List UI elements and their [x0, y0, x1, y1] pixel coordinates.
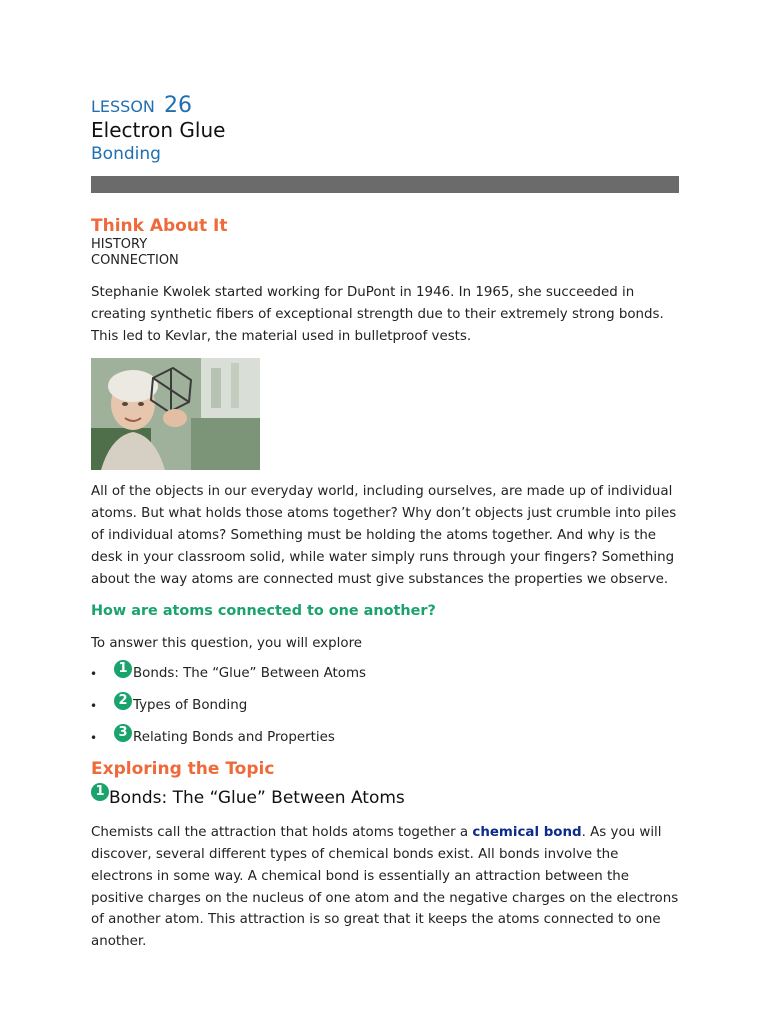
- kwolek-photo: [91, 358, 260, 470]
- think-about-it-heading: Think About It: [91, 216, 228, 236]
- number-1-badge-icon: 1: [91, 783, 109, 801]
- lesson-subtitle: Bonding: [91, 144, 161, 164]
- exploring-topic-heading: Exploring the Topic: [91, 759, 275, 780]
- number-2-badge-icon: 2: [114, 692, 132, 710]
- topic-label: Bonds: The “Glue” Between Atoms: [133, 666, 366, 682]
- topic-item-2: [91, 691, 679, 723]
- paragraph-text-end: . As you will discover, several different types of chemical bonds exist. All bonds involve the electrons in some way. A chemical bond is essentially an attraction between the positive charges on the nucleus of one atom and the negative charges on the electrons of another atom. This attraction is so great that it keeps the atoms connected to one another.: [91, 825, 679, 950]
- topic-list: [91, 659, 679, 755]
- lesson-number: 26: [164, 93, 192, 118]
- lesson-title: Electron Glue: [91, 118, 226, 142]
- topic-label: Types of Bonding: [133, 698, 248, 714]
- history-tag: HISTORY: [91, 237, 148, 252]
- photo-of-scientist-icon: [91, 358, 260, 470]
- topic-item-1: [91, 659, 679, 691]
- kwolek-paragraph: Stephanie Kwolek started working for DuPont in 1946. In 1965, she succeeded in creating synthetic fibers of exceptional strength due to their extremely strong bonds. This led to Kevlar, the material used in bulletproof vests.: [91, 285, 664, 344]
- number-3-badge-icon: 3: [114, 724, 132, 742]
- lesson-label-line: [91, 92, 679, 120]
- section-heading: [91, 784, 679, 809]
- chemical-bond-term: chemical bond: [472, 825, 582, 841]
- number-1-badge-icon: 1: [114, 660, 132, 678]
- bullet-icon: •: [90, 699, 98, 714]
- explore-intro: To answer this question, you will explore: [91, 636, 363, 652]
- paragraph-text-start: Chemists call the attraction that holds atoms together a: [91, 825, 473, 841]
- bullet-icon: •: [90, 667, 98, 682]
- topic-label: Relating Bonds and Properties: [133, 730, 335, 746]
- header-divider-bar: [91, 176, 679, 193]
- bullet-icon: •: [90, 731, 98, 746]
- guiding-question: How are atoms connected to one another?: [91, 603, 436, 620]
- lesson-page: [91, 92, 679, 953]
- connection-tag: CONNECTION: [91, 253, 179, 268]
- topic-item-3: [91, 723, 679, 755]
- lesson-label: LESSON: [91, 97, 155, 116]
- everyday-objects-paragraph: All of the objects in our everyday world, including ourselves, are made up of individual atoms. But what holds those atoms together? Why don’t objects just crumble into piles of individual atoms? Something must be holding the atoms together. And why is the desk in your classroom solid, while water simply runs through your fingers? Something about the way atoms are connected must give substances the properties we observe.: [91, 484, 677, 587]
- chemical-bond-paragraph: [91, 822, 679, 953]
- section-title: Bonds: The “Glue” Between Atoms: [109, 788, 405, 809]
